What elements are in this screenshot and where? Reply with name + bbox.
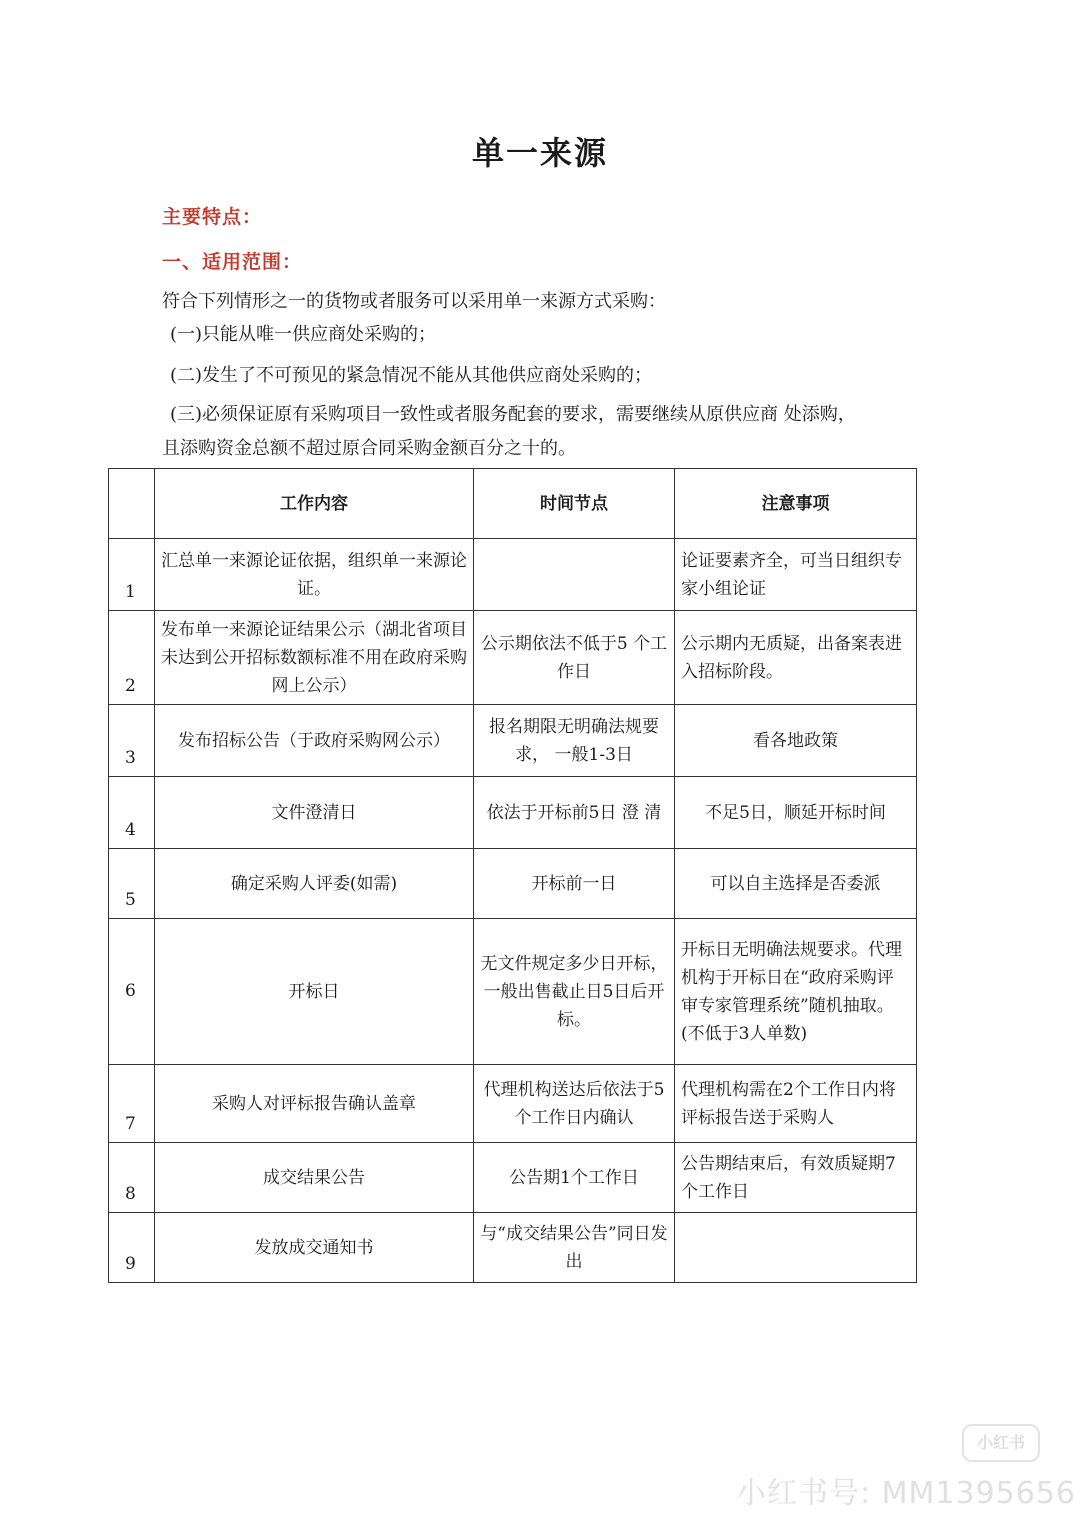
condition-2: (二)发生了不可预见的紧急情况不能从其他供应商处采购的； — [170, 365, 653, 386]
table-row — [109, 539, 917, 611]
condition-1: (一)只能从唯一供应商处采购的； — [170, 324, 437, 345]
table-row — [109, 705, 917, 777]
row-note: 开标日无明确法规要求。代理机构于开标日在“政府采购评审专家管理系统”随机抽取。(不低于3人单数) — [675, 919, 917, 1065]
row-num: 7 — [109, 1065, 155, 1143]
scope-heading: 一、适用范围： — [162, 251, 303, 273]
table-row — [109, 1065, 917, 1143]
watermark-text: 小红书号: MM1395656 — [736, 1476, 1077, 1511]
row-time: 与“成交结果公告”同日发出 — [474, 1213, 675, 1283]
row-num: 8 — [109, 1143, 155, 1213]
row-time: 公告期1个工作日 — [474, 1143, 675, 1213]
table-row — [109, 777, 917, 849]
row-time: 开标前一日 — [474, 849, 675, 919]
row-work: 成交结果公告 — [155, 1143, 474, 1213]
row-work: 汇总单一来源论证依据，组织单一来源论证。 — [155, 539, 474, 611]
row-time — [474, 539, 675, 611]
row-note: 公告期结束后，有效质疑期7个工作日 — [675, 1143, 917, 1213]
table-header-row — [109, 469, 917, 539]
intro-paragraph: 符合下列情形之一的货物或者服务可以采用单一来源方式采购： — [162, 291, 666, 312]
procedure-table — [108, 468, 917, 1283]
row-num: 6 — [109, 919, 155, 1065]
row-note: 看各地政策 — [675, 705, 917, 777]
row-num: 2 — [109, 611, 155, 705]
row-time: 公示期依法不低于5 个工作日 — [474, 611, 675, 705]
table-row — [109, 611, 917, 705]
page-title: 单一来源 — [471, 134, 608, 172]
row-work: 确定采购人评委(如需) — [155, 849, 474, 919]
row-note: 代理机构需在2个工作日内将评标报告送于采购人 — [675, 1065, 917, 1143]
table-row — [109, 1143, 917, 1213]
table-row — [109, 919, 917, 1065]
features-heading: 主要特点： — [162, 206, 263, 228]
row-num: 1 — [109, 539, 155, 611]
header-time: 时间节点 — [474, 469, 675, 539]
condition-3-line-1: (三)必须保证原有采购项目一致性或者服务配套的要求，需要继续从原供应商 处添购， — [170, 404, 856, 425]
condition-3-line-2: 且添购资金总额不超过原合同采购金额百分之十的。 — [162, 438, 576, 459]
row-time: 无文件规定多少日开标， 一般出售截止日5日后开标。 — [474, 919, 675, 1065]
row-time: 依法于开标前5日 澄 清 — [474, 777, 675, 849]
row-num: 3 — [109, 705, 155, 777]
row-note: 公示期内无质疑，出备案表进入招标阶段。 — [675, 611, 917, 705]
table-row — [109, 849, 917, 919]
row-note — [675, 1213, 917, 1283]
row-num: 9 — [109, 1213, 155, 1283]
header-note: 注意事项 — [675, 469, 917, 539]
row-note: 可以自主选择是否委派 — [675, 849, 917, 919]
header-work: 工作内容 — [155, 469, 474, 539]
row-num: 5 — [109, 849, 155, 919]
row-note: 不足5日，顺延开标时间 — [675, 777, 917, 849]
row-work: 开标日 — [155, 919, 474, 1065]
table-row — [109, 1213, 917, 1283]
row-work: 发布单一来源论证结果公示（湖北省项目未达到公开招标数额标准不用在政府采购网上公示） — [155, 611, 474, 705]
row-work: 发布招标公告（于政府采购网公示） — [155, 705, 474, 777]
row-time: 代理机构送达后依法于5个工作日内确认 — [474, 1065, 675, 1143]
row-time: 报名期限无明确法规要求， 一般1-3日 — [474, 705, 675, 777]
header-num — [109, 469, 155, 539]
row-work: 文件澄清日 — [155, 777, 474, 849]
row-work: 采购人对评标报告确认盖章 — [155, 1065, 474, 1143]
row-num: 4 — [109, 777, 155, 849]
row-work: 发放成交通知书 — [155, 1213, 474, 1283]
row-note: 论证要素齐全，可当日组织专家小组论证 — [675, 539, 917, 611]
watermark-logo: 小红书 — [962, 1424, 1040, 1462]
